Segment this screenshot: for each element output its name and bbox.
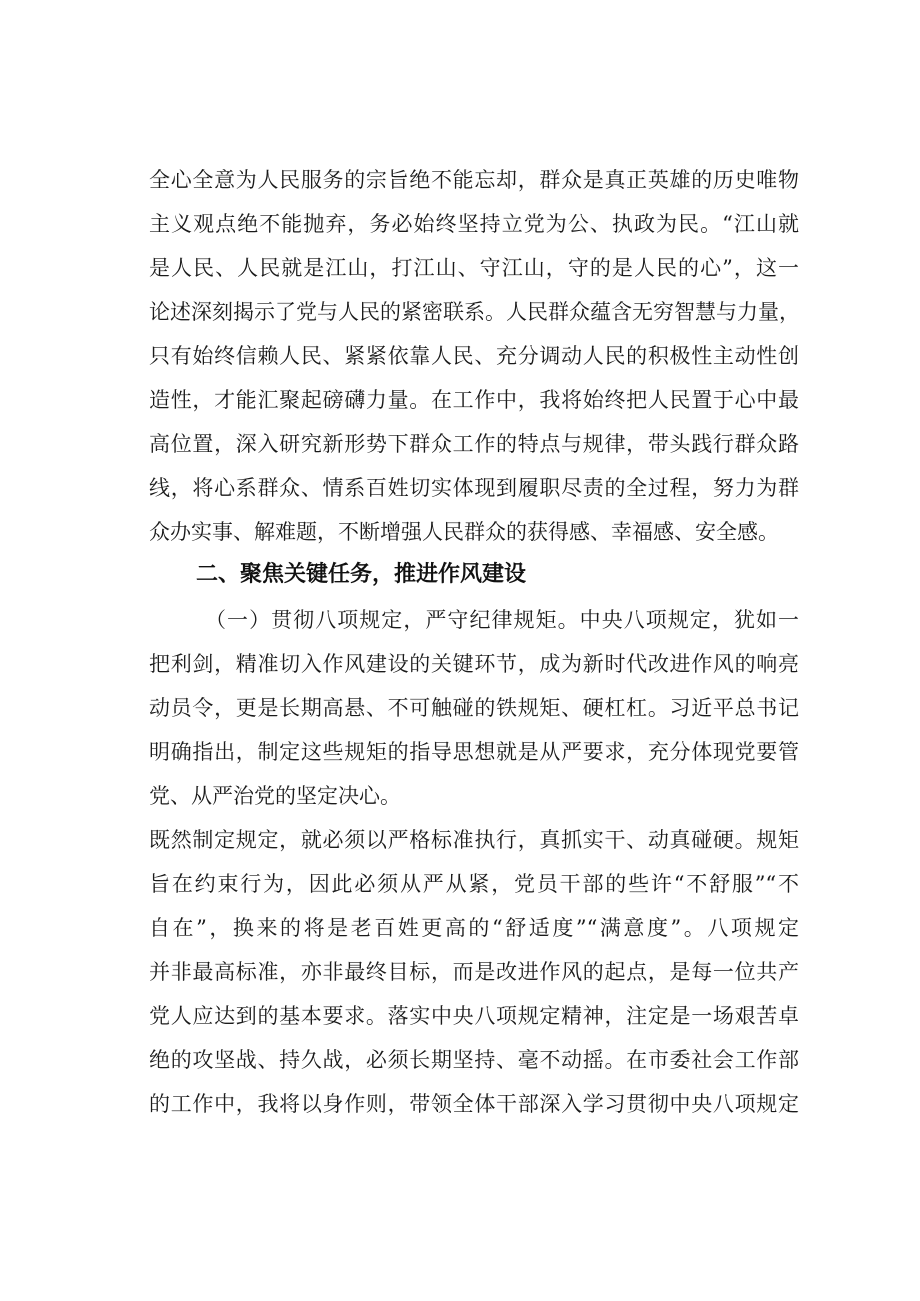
section-heading: 二、聚焦关键任务，推进作风建设: [196, 562, 527, 587]
paragraph-line: 党、从严治党的坚定决心。: [149, 784, 401, 808]
paragraph-line: 是人民、人民就是江山，打江山、守江山，守的是人民的心”，这一: [149, 256, 799, 280]
paragraph-line: 线，将心系群众、情系百姓切实体现到履职尽责的全过程，努力为群: [149, 476, 799, 500]
paragraph-line: （一）贯彻八项规定，严守纪律规矩。中央八项规定，犹如一: [205, 608, 799, 632]
paragraph-line: 主义观点绝不能抛弃，务必始终坚持立党为公、执政为民。“江山就: [149, 212, 799, 236]
paragraph-line: 党人应达到的基本要求。落实中央八项规定精神，注定是一场艰苦卓: [149, 1004, 799, 1028]
paragraph-line: 自在”，换来的将是老百姓更高的“舒适度”“满意度”。八项规定: [149, 916, 799, 940]
paragraph-line: 全心全意为人民服务的宗旨绝不能忘却，群众是真正英雄的历史唯物: [149, 168, 799, 192]
paragraph-line: 只有始终信赖人民、紧紧依靠人民、充分调动人民的积极性主动性创: [149, 344, 799, 368]
paragraph-line: 并非最高标准，亦非最终目标，而是改进作风的起点，是每一位共产: [149, 960, 799, 984]
paragraph-line: 绝的攻坚战、持久战，必须长期坚持、毫不动摇。在市委社会工作部: [149, 1048, 799, 1072]
paragraph-line: 把利剑，精准切入作风建设的关键环节，成为新时代改进作风的响亮: [149, 652, 799, 676]
paragraph-line: 明确指出，制定这些规矩的指导思想就是从严要求，充分体现党要管: [149, 740, 799, 764]
paragraph-line: 高位置，深入研究新形势下群众工作的特点与规律，带头践行群众路: [149, 432, 799, 456]
paragraph-line: 既然制定规定，就必须以严格标准执行，真抓实干、动真碰硬。规矩: [149, 828, 799, 852]
paragraph-line: 造性，才能汇聚起磅礴力量。在工作中，我将始终把人民置于心中最: [149, 388, 799, 412]
paragraph-line: 动员令，更是长期高悬、不可触碰的铁规矩、硬杠杠。习近平总书记: [149, 696, 799, 720]
paragraph-line: 论述深刻揭示了党与人民的紧密联系。人民群众蕴含无穷智慧与力量，: [149, 300, 800, 324]
paragraph-line: 的工作中，我将以身作则，带领全体干部深入学习贯彻中央八项规定: [149, 1092, 799, 1116]
paragraph-line: 旨在约束行为，因此必须从严从紧，党员干部的些许“不舒服”“不: [149, 872, 799, 896]
paragraph-line: 众办实事、解难题，不断增强人民群众的获得感、幸福感、安全感。: [149, 520, 779, 544]
